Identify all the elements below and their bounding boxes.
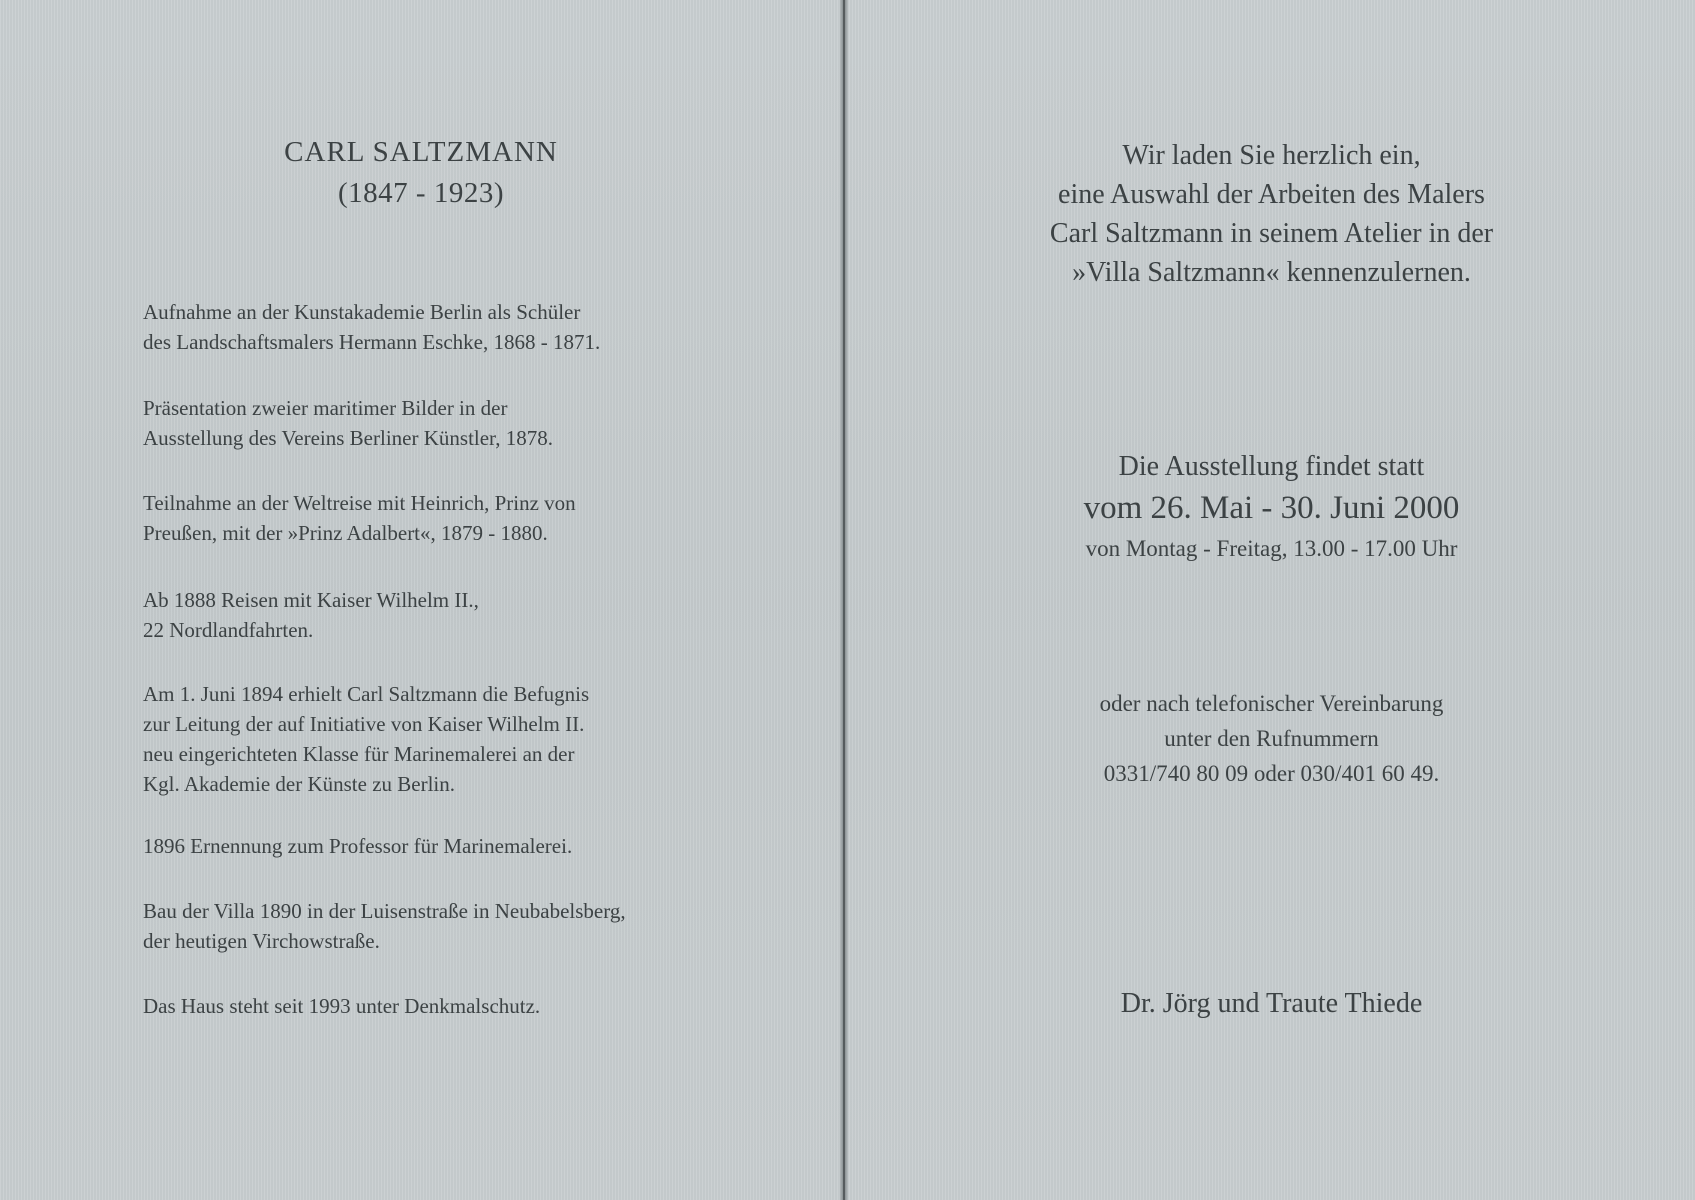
bio-line: der heutigen Virchowstraße. [143,929,380,953]
invitation-line: »Villa Saltzmann« kennenzulernen. [1072,257,1471,288]
bio-line: Ab 1888 Reisen mit Kaiser Wilhelm II., [143,588,479,612]
invitation-line: Wir laden Sie herzlich ein, [1122,140,1421,171]
bio-line: des Landschaftsmalers Hermann Eschke, 1868 - 1871. [143,330,601,354]
bio-line: 1896 Ernennung zum Professor für Marinemalerei. [143,834,573,858]
phone-numbers: 0331/740 80 09 oder 030/401 60 49. [1103,761,1440,786]
bio-line: Teilnahme an der Weltreise mit Heinrich, Prinz von [143,491,576,515]
center-fold [840,0,848,1200]
invitation-line: eine Auswahl der Arbeiten des Malers [1058,179,1485,210]
hosts-text: Dr. Jörg und Traute Thiede [1120,988,1423,1019]
bio-paragraph-world-voyage [143,488,743,548]
invitation-text [848,136,1695,292]
opening-hours [848,533,1695,565]
bio-line: Das Haus steht seit 1993 unter Denkmalschutz. [143,994,541,1018]
invitation-line: Carl Saltzmann in seinem Atelier in der [1049,218,1494,249]
bio-line: Aufnahme an der Kunstakademie Berlin als Schüler [143,300,581,324]
bio-paragraph-villa [143,896,743,956]
bio-paragraph-monument [143,991,743,1021]
appointment-info [848,686,1695,791]
bio-line: Am 1. Juni 1894 erhielt Carl Saltzmann die Befugnis [143,682,590,706]
right-page-invitation [848,0,1695,1200]
hosts-signature [848,986,1695,1022]
bio-line: Bau der Villa 1890 in der Luisenstraße in Neubabelsberg, [143,899,626,923]
appointment-line: unter den Rufnummern [1164,726,1379,751]
artist-name-heading: CARL SALTZMANN [284,136,558,168]
bio-line: Preußen, mit der »Prinz Adalbert«, 1879 - 1880. [143,521,548,545]
exhibition-intro-text: Die Ausstellung findet statt [1118,451,1425,482]
bio-paragraph-professorship [143,831,743,861]
artist-life-years: (1847 - 1923) [338,177,504,209]
bio-paragraph-exhibition-1878 [143,393,743,453]
exhibition-dates-text: vom 26. Mai - 30. Juni 2000 [1083,490,1460,526]
appointment-line: oder nach telefonischer Vereinbarung [1099,691,1444,716]
bio-line: zur Leitung der auf Initiative von Kaiser Wilhelm II. [143,712,585,736]
bio-paragraph-academy [143,297,743,357]
bio-line: Präsentation zweier maritimer Bilder in der [143,396,508,420]
left-page-biography [0,0,842,1200]
bio-paragraph-marine-class [143,679,743,799]
bio-line: Kgl. Akademie der Künste zu Berlin. [143,772,456,796]
exhibition-dates [848,487,1695,529]
bio-paragraph-kaiser-travels [143,585,743,645]
exhibition-intro [848,447,1695,487]
bio-line: neu eingerichteten Klasse für Marinemalerei an der [143,742,575,766]
opening-hours-text: von Montag - Freitag, 13.00 - 17.00 Uhr [1085,536,1458,561]
bio-line: 22 Nordlandfahrten. [143,618,314,642]
bio-line: Ausstellung des Vereins Berliner Künstler, 1878. [143,426,553,450]
